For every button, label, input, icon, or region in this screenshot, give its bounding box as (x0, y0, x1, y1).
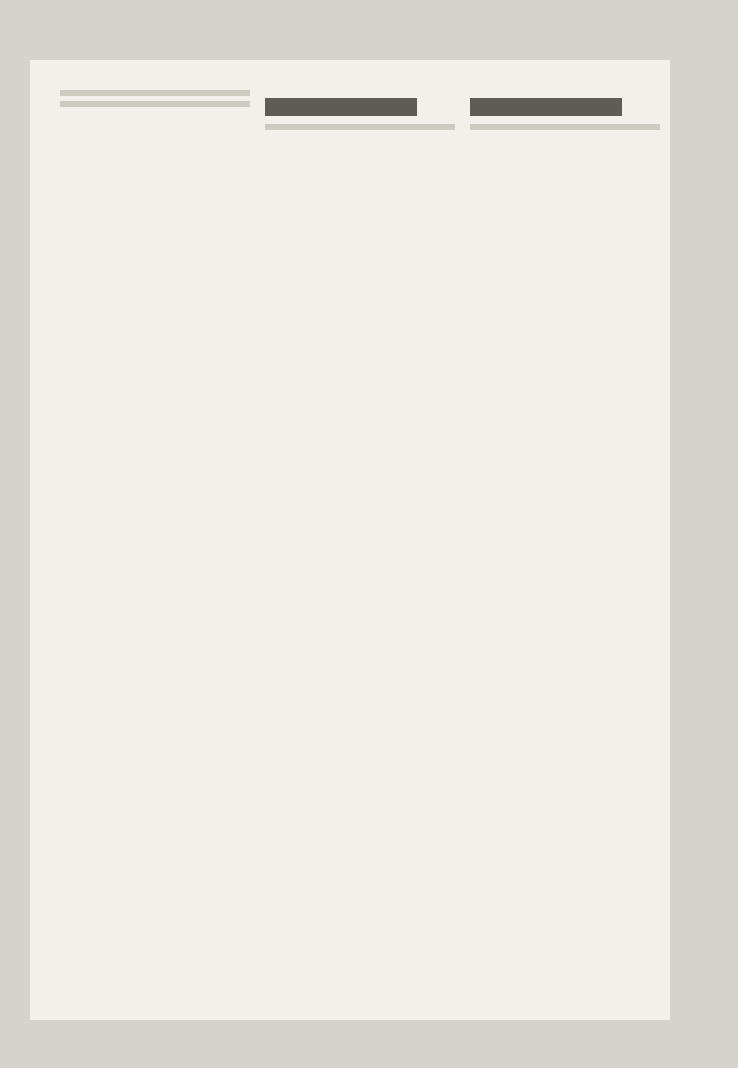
column-right (470, 90, 660, 970)
page (30, 60, 670, 1020)
section-heading (470, 98, 622, 116)
section-heading (265, 98, 417, 116)
column-middle (265, 90, 455, 970)
column-left (60, 90, 250, 970)
